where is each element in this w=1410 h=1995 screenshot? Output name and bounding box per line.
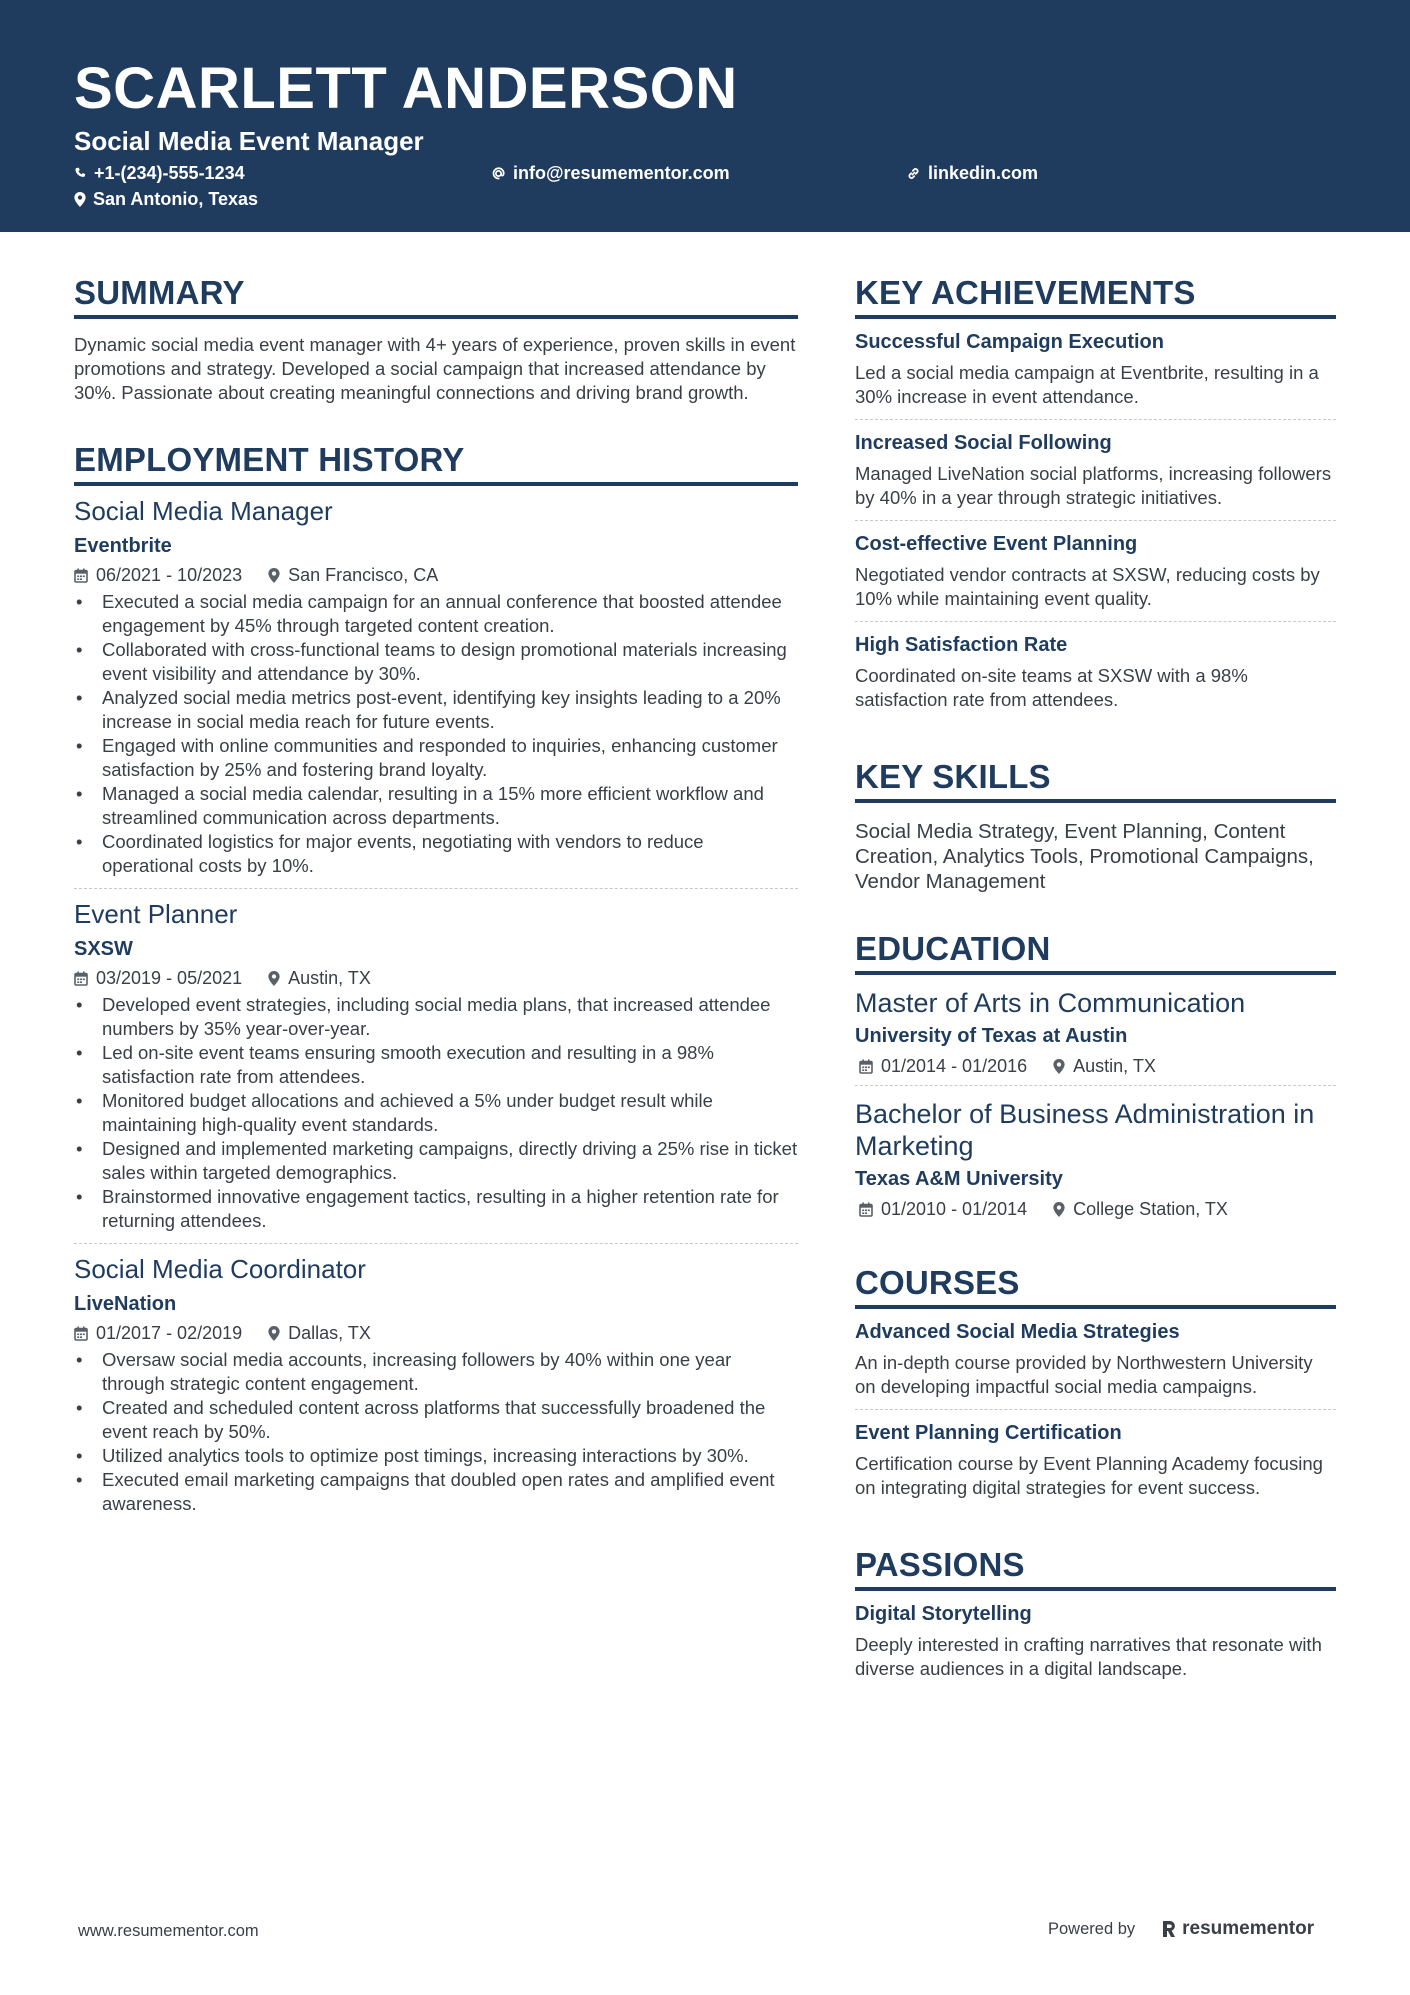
education-section (855, 932, 1336, 1228)
job-bullet: • Analyzed social media metrics post-event, identifying key insights leading to a 20% increase in social media reach for future events. (74, 686, 798, 734)
job-list (74, 498, 798, 1526)
passions-section (855, 1548, 1336, 1691)
job-entry (74, 498, 798, 889)
employment-heading: EMPLOYMENT HISTORY (74, 443, 798, 486)
school-name: Texas A&M University (855, 1168, 1063, 1190)
achievement-title: Increased Social Following (855, 432, 1112, 454)
job-bullet: • Monitored budget allocations and achieved a 5% under budget result while maintaining high-quality event standards. (74, 1089, 798, 1137)
resume-header (0, 0, 1410, 232)
location (1053, 1200, 1228, 1218)
job-bullet: • Utilized analytics tools to optimize post timings, increasing interactions by 30%. (74, 1444, 798, 1468)
degree-title: Master of Arts in Communication (855, 988, 1246, 1018)
location-pin-icon (268, 1326, 280, 1341)
calendar-icon (74, 568, 88, 583)
date-text: 01/2017 - 02/2019 (96, 1323, 243, 1343)
powered-by-label: Powered by (1048, 1919, 1136, 1938)
job-bullet: • Executed a social media campaign for an annual conference that boosted attendee engagement by 45% through targeted content creation. (74, 590, 798, 638)
skills-heading: KEY SKILLS (855, 760, 1336, 803)
footer-branding (1048, 1918, 1314, 1940)
location-pin-icon (268, 971, 280, 986)
summary-section (74, 276, 798, 405)
course-item (855, 1309, 1336, 1410)
summary-text: Dynamic social media event manager with 4+ years of experience, proven skills in event promotions and strategy. Developed a social campaign that increased attendance by 30%. Passionate about creating meaningful connections and driving brand growth. (74, 334, 796, 403)
passion-item (855, 1591, 1336, 1691)
summary-heading: SUMMARY (74, 276, 798, 319)
education-item (855, 1086, 1336, 1228)
job-bullet: • Led on-site event teams ensuring smooth execution and resulting in a 98% satisfaction rate from attendees. (74, 1041, 798, 1089)
job-bullet: • Engaged with online communities and responded to inquiries, enhancing customer satisfaction by 25% and fostering brand loyalty. (74, 734, 798, 782)
footer-website[interactable]: www.resumementor.com (78, 1922, 259, 1940)
degree-title: Bachelor of Business Administration in Marketing (855, 1099, 1315, 1161)
calendar-icon (859, 1202, 873, 1217)
achievement-title: Cost-effective Event Planning (855, 533, 1138, 555)
job-bullet: • Developed event strategies, including social media plans, that increased attendee numbers by 35% year-over-year. (74, 993, 798, 1041)
job-entry (74, 901, 798, 1244)
job-bullet: • Brainstormed innovative engagement tactics, resulting in a higher retention rate for returning attendees. (74, 1185, 798, 1233)
achievement-text: Negotiated vendor contracts at SXSW, reducing costs by 10% while maintaining event quality. (855, 564, 1320, 609)
date-location-row (74, 969, 798, 987)
job-bullet: • Coordinated logistics for major events, negotiating with vendors to reduce operational costs by 10%. (74, 830, 798, 878)
calendar-icon (74, 971, 88, 986)
achievement-item (855, 521, 1336, 622)
achievement-title: Successful Campaign Execution (855, 331, 1164, 353)
job-bullets (74, 590, 798, 878)
location (268, 969, 371, 987)
passions-heading: PASSIONS (855, 1548, 1336, 1591)
job-bullets (74, 993, 798, 1233)
course-text: An in-depth course provided by Northwestern University on developing impactful social media campaigns. (855, 1352, 1313, 1397)
courses-heading: COURSES (855, 1266, 1336, 1309)
job-bullet: • Managed a social media calendar, resulting in a 15% more efficient workflow and streamlined communication across departments. (74, 782, 798, 830)
brand-logo[interactable] (1161, 1918, 1314, 1940)
company-name: Eventbrite (74, 535, 172, 557)
date-text: 01/2014 - 01/2016 (881, 1056, 1028, 1076)
education-item (855, 975, 1336, 1086)
location-pin-icon (1053, 1059, 1065, 1074)
phone-text: +1-(234)-555-1234 (94, 163, 245, 183)
job-bullet: • Executed email marketing campaigns that doubled open rates and amplified event awareness. (74, 1468, 798, 1516)
achievement-title: High Satisfaction Rate (855, 634, 1068, 656)
company-name: LiveNation (74, 1293, 177, 1315)
skills-text: Social Media Strategy, Event Planning, Content Creation, Analytics Tools, Promotional Campaigns, Vendor Management (855, 820, 1314, 893)
location (268, 1324, 371, 1342)
date-range (859, 1200, 1027, 1218)
date-range (74, 969, 242, 987)
date-range (74, 566, 242, 584)
course-list (855, 1309, 1336, 1510)
left-column (74, 276, 798, 1564)
location-text: San Antonio, Texas (93, 189, 259, 209)
achievement-list (855, 319, 1336, 722)
contact-email[interactable] (491, 164, 730, 182)
job-bullet: • Created and scheduled content across platforms that successfully broadened the event reach by 50%. (74, 1396, 798, 1444)
location-text: Austin, TX (288, 968, 371, 988)
achievement-text: Coordinated on-site teams at SXSW with a 98% satisfaction rate from attendees. (855, 665, 1248, 710)
location-text: San Francisco, CA (288, 565, 439, 585)
candidate-name: SCARLETT ANDERSON (74, 56, 738, 121)
skills-section (855, 760, 1336, 894)
resumementor-logo-icon (1161, 1920, 1177, 1938)
date-text: 01/2010 - 01/2014 (881, 1199, 1028, 1219)
location-pin-icon (268, 568, 280, 583)
location-text: Austin, TX (1073, 1056, 1156, 1076)
date-range (74, 1324, 242, 1342)
location (1053, 1057, 1156, 1075)
date-text: 03/2019 - 05/2021 (96, 968, 243, 988)
location-text: College Station, TX (1073, 1199, 1228, 1219)
candidate-role: Social Media Event Manager (74, 126, 424, 156)
date-location-row (859, 1200, 1336, 1218)
achievement-text: Led a social media campaign at Eventbrite, resulting in a 30% increase in event attendance. (855, 362, 1319, 407)
date-location-row (74, 1324, 798, 1342)
achievement-item (855, 622, 1336, 722)
contact-linkedin[interactable] (906, 164, 1038, 182)
passion-list (855, 1591, 1336, 1691)
link-icon (906, 166, 921, 181)
job-bullet: • Collaborated with cross-functional teams to design promotional materials increasing event visibility and attendance by 30%. (74, 638, 798, 686)
at-sign-icon (491, 166, 506, 181)
school-name: University of Texas at Austin (855, 1025, 1128, 1047)
location-pin-icon (1053, 1202, 1065, 1217)
location (268, 566, 438, 584)
job-bullet: • Designed and implemented marketing campaigns, directly driving a 25% rise in ticket sales within targeted demographics. (74, 1137, 798, 1185)
right-column (855, 276, 1336, 1729)
date-text: 06/2021 - 10/2023 (96, 565, 243, 585)
education-list (855, 975, 1336, 1228)
achievement-item (855, 319, 1336, 420)
company-name: SXSW (74, 938, 133, 960)
date-location-row (74, 566, 798, 584)
phone-icon (74, 167, 87, 180)
calendar-icon (859, 1059, 873, 1074)
achievement-item (855, 420, 1336, 521)
course-title: Event Planning Certification (855, 1422, 1122, 1444)
course-text: Certification course by Event Planning Academy focusing on integrating digital strategies for event success. (855, 1453, 1323, 1498)
location-text: Dallas, TX (288, 1323, 371, 1343)
achievements-section (855, 276, 1336, 722)
job-bullet: • Oversaw social media accounts, increasing followers by 40% within one year through strategic content engagement. (74, 1348, 798, 1396)
brand-name: resumementor (1182, 1918, 1315, 1939)
job-entry (74, 1256, 798, 1526)
contact-location (74, 190, 258, 208)
achievement-text: Managed LiveNation social platforms, increasing followers by 40% in a year through strategic initiatives. (855, 463, 1332, 508)
courses-section (855, 1266, 1336, 1510)
job-title: Social Media Coordinator (74, 1254, 366, 1284)
date-range (859, 1057, 1027, 1075)
passion-title: Digital Storytelling (855, 1603, 1032, 1625)
date-location-row (859, 1057, 1336, 1075)
job-bullets (74, 1348, 798, 1516)
education-heading: EDUCATION (855, 932, 1336, 975)
location-pin-icon (74, 192, 86, 207)
contact-phone[interactable] (74, 164, 245, 182)
calendar-icon (74, 1326, 88, 1341)
linkedin-text: linkedin.com (928, 163, 1039, 183)
email-text: info@resumementor.com (513, 163, 730, 183)
job-title: Social Media Manager (74, 496, 333, 526)
employment-section (74, 443, 798, 1526)
course-item (855, 1410, 1336, 1510)
course-title: Advanced Social Media Strategies (855, 1321, 1180, 1343)
achievements-heading: KEY ACHIEVEMENTS (855, 276, 1336, 319)
passion-text: Deeply interested in crafting narratives that resonate with diverse audiences in a digital landscape. (855, 1634, 1322, 1679)
job-title: Event Planner (74, 899, 238, 929)
